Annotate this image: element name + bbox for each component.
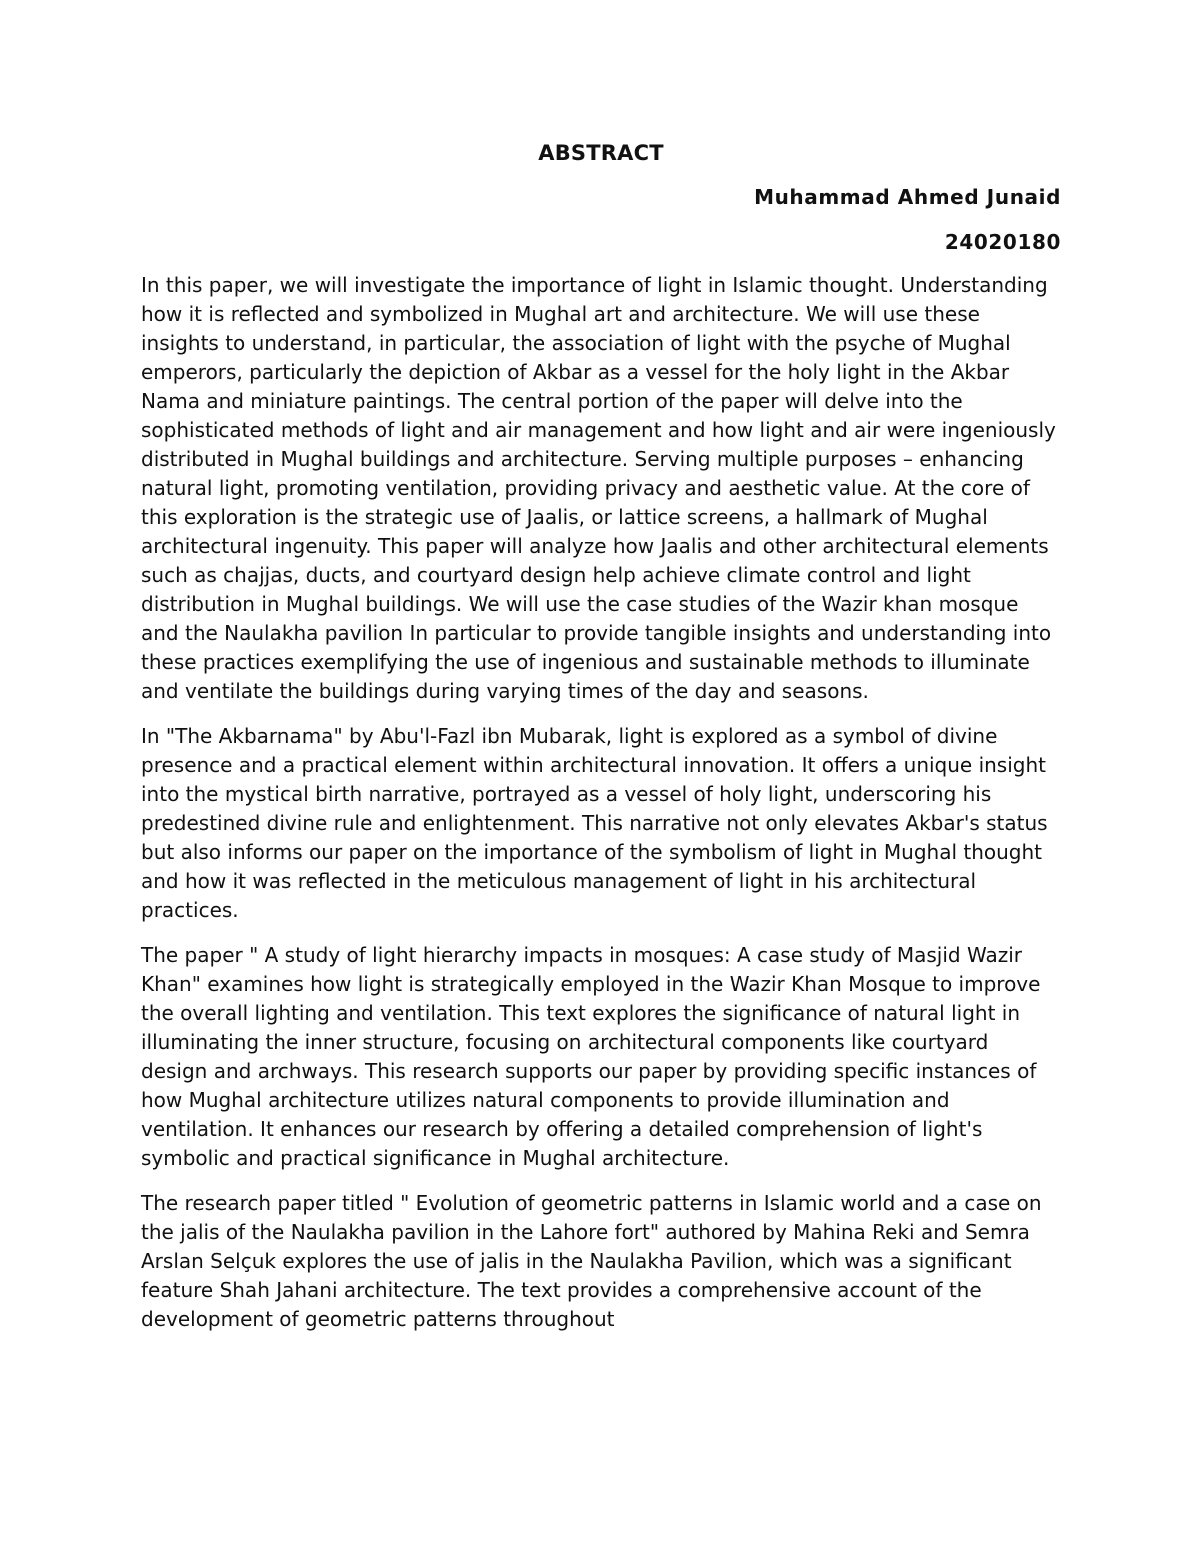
abstract-paragraph-2: In "The Akbarnama" by Abu'l-Fazl ibn Mubarak, light is explored as a symbol of divine presence and a practical element within architectural innovation. It offers a unique insight into the mystical birth narrative, portrayed as a vessel of holy light, underscoring his predestined divine rule and enlightenment. This narrative not only elevates Akbar's status but also informs our paper on the importance of the symbolism of light in Mughal thought and how it was reflected in the meticulous management of light in his architectural practices. bbox=[141, 724, 1048, 922]
student-id: 24020180 bbox=[944, 230, 1061, 254]
page-title: ABSTRACT bbox=[538, 141, 664, 165]
author-name: Muhammad Ahmed Junaid bbox=[754, 185, 1061, 209]
document-page bbox=[141, 138, 1061, 1350]
abstract-paragraph-4: The research paper titled " Evolution of geometric patterns in Islamic world and a case on the jalis of the Naulakha pavilion in the Lahore fort" authored by Mahina Reki and Semra Arslan Selçuk explores the use of jalis in the Naulakha Pavilion, which was a significant feature Shah Jahani architecture. The text provides a comprehensive account of the development of geometric patterns throughout bbox=[141, 1191, 1042, 1331]
abstract-paragraph-3: The paper " A study of light hierarchy impacts in mosques: A case study of Masjid Wazir Khan" examines how light is strategically employed in the Wazir Khan Mosque to improve the overall lighting and ventilation. This text explores the significance of natural light in illuminating the inner structure, focusing on architectural components like courtyard design and archways. This research supports our paper by providing specific instances of how Mughal architecture utilizes natural components to provide illumination and ventilation. It enhances our research by offering a detailed comprehension of light's symbolic and practical significance in Mughal architecture. bbox=[141, 943, 1041, 1170]
abstract-paragraph-1: In this paper, we will investigate the importance of light in Islamic thought. Understanding how it is reflected and symbolized in Mughal art and architecture. We will use these insights to understand, in particular, the association of light with the psyche of Mughal emperors, particularly the depiction of Akbar as a vessel for the holy light in the Akbar Nama and miniature paintings. The central portion of the paper will delve into the sophisticated methods of light and air management and how light and air were ingeniously distributed in Mughal buildings and architecture. Serving multiple purposes – enhancing natural light, promoting ventilation, providing privacy and aesthetic value. At the core of this exploration is the strategic use of Jaalis, or lattice screens, a hallmark of Mughal architectural ingenuity. This paper will analyze how Jaalis and other architectural elements such as chajjas, ducts, and courtyard design help achieve climate control and light distribution in Mughal buildings. We will use the case studies of the Wazir khan mosque and the Naulakha pavilion In particular to provide tangible insights and understanding into these practices exemplifying the use of ingenious and sustainable methods to illuminate and ventilate the buildings during varying times of the day and seasons. bbox=[141, 273, 1056, 703]
